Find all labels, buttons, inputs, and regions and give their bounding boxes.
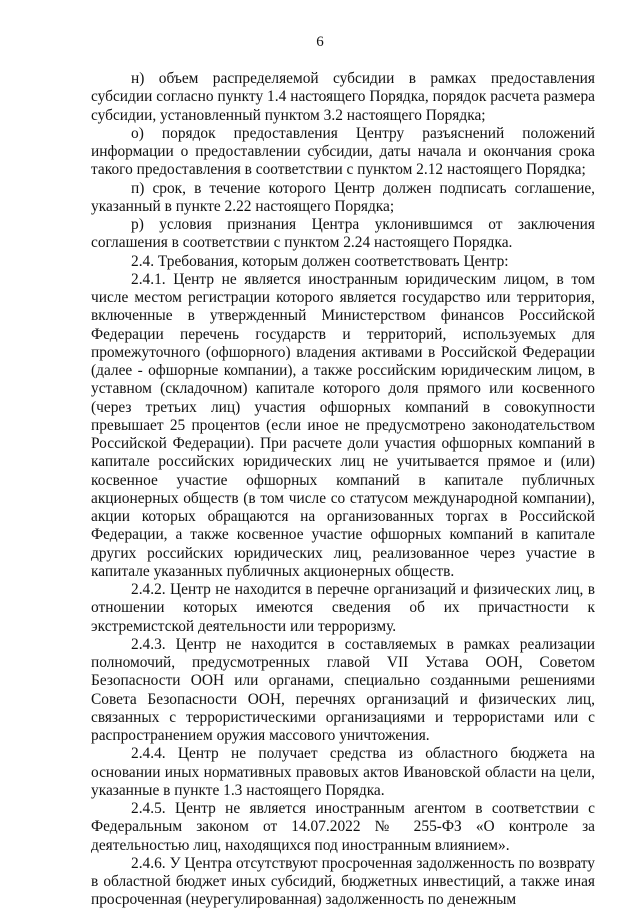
page-number: 6 <box>316 34 324 50</box>
paragraph-2-4-6: 2.4.6. У Центра отсутствуют просроченная задолженность по возврату в областной бюджет иных субсидий, бюджетных инвестиций, а также иная просроченная (неурегулированная) задолженность по денежным <box>91 854 595 909</box>
paragraph-r: р) условия признания Центра уклонившимся от заключения соглашения в соответствии с пунктом 2.24 настоящего Порядка. <box>91 216 595 252</box>
document-body <box>91 70 595 910</box>
paragraph-2-4-2: 2.4.2. Центр не находится в перечне организаций и физических лиц, в отношении которых имеются сведения об их причастности к экстремистской деятельности или терроризму. <box>91 581 595 635</box>
paragraph-p: п) срок, в течение которого Центр должен подписать соглашение, указанный в пункте 2.22 настоящего Порядка; <box>91 179 595 215</box>
paragraph-2-4-3: 2.4.3. Центр не находится в составляемых в рамках реализации полномочий, предусмотренных главой VII Устава ООН, Советом Безопасности ООН или органами, специально созданными решениями Совета Безопасности ООН, перечнях организаций и физических лиц, связанных с террористическими организациями и террористами или с распространением оружия массового уничтожения. <box>91 635 595 744</box>
paragraph-2-4-5: 2.4.5. Центр не является иностранным агентом в соответствии с Федеральным законом от 14.07.2022 № 255-ФЗ «О контроле за деятельностью лиц, находящихся под иностранным влиянием». <box>91 800 595 854</box>
paragraph-o: о) порядок предоставления Центру разъяснений положений информации о предоставлении субсидии, даты начала и окончания срока такого предоставления в соответствии с пунктом 2.12 настоящего Порядка; <box>91 124 595 179</box>
paragraph-2-4-4: 2.4.4. Центр не получает средства из областного бюджета на основании иных нормативных правовых актов Ивановской области на цели, указанные в пункте 1.3 настоящего Порядка. <box>91 745 595 799</box>
paragraph-n: н) объем распределяемой субсидии в рамках предоставления субсидии согласно пункту 1.4 настоящего Порядка, порядок расчета размера субсидии, установленный пунктом 3.2 настоящего Порядка; <box>91 70 595 124</box>
paragraph-2-4-1: 2.4.1. Центр не является иностранным юридическим лицом, в том числе местом регистрации которого является государство или территория, включенные в утвержденный Министерством финансов Российской Федерации перечень государств и территорий, используемых для промежуточного (офшорного) владения активами в Российской Федерации (далее - офшорные компании), а также российским юридическим лицом, в уставном (складочном) капитале которого доля прямого или косвенного (через третьих лиц) участия офшорных компаний в совокупности превышает 25 процентов (если иное не предусмотрено законодательством Российской Федерации). При расчете доли участия офшорных компаний в капитале российских юридических лиц не учитывается прямое и (или) косвенное участие офшорных компаний в капитале публичных акционерных обществ (в том числе со статусом международной компании), акции которых обращаются на организованных торгах в Российской Федерации, а также косвенное участие офшорных компаний в капитале других российских юридических лиц, реализованное через участие в капитале указанных публичных акционерных обществ. <box>91 270 595 580</box>
paragraph-2-4: 2.4. Требования, которым должен соответствовать Центр: <box>131 252 509 270</box>
